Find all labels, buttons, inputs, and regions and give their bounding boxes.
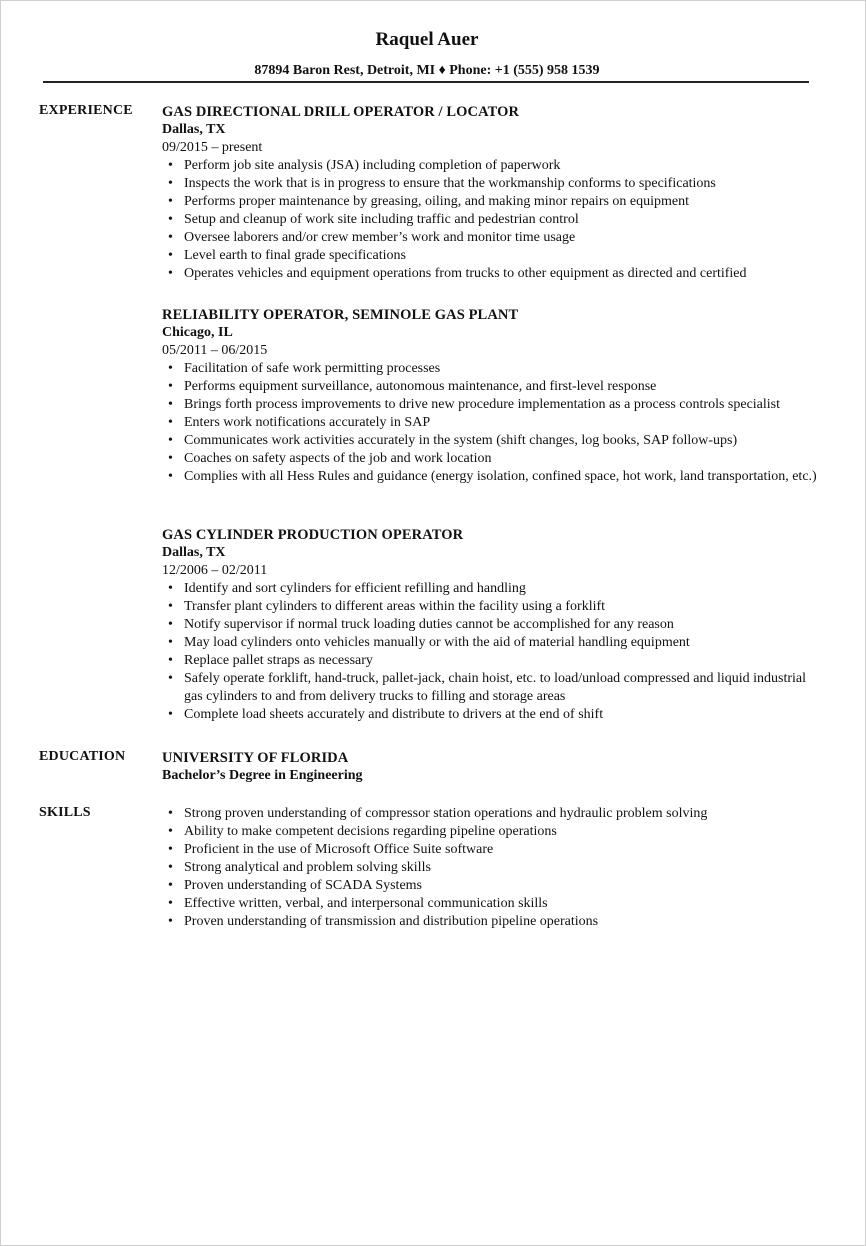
list-item: • Enters work notifications accurately in SAP [162,414,822,432]
header-divider [43,81,809,83]
list-item: • Oversee laborers and/or crew member’s work and monitor time usage [162,229,822,247]
skills-list [162,805,822,931]
list-item: • Performs proper maintenance by greasing, oiling, and making minor repairs on equipment [162,193,822,211]
job-location: Dallas, TX [162,545,226,560]
degree: Bachelor’s Degree in Engineering [162,768,363,783]
list-item: • Inspects the work that is in progress to ensure that the workmanship conforms to specifications [162,175,822,193]
list-item: • Proven understanding of SCADA Systems [162,877,822,895]
list-item: • Ability to make competent decisions regarding pipeline operations [162,823,822,841]
job-dates: 09/2015 – present [162,140,263,155]
list-item: • Perform job site analysis (JSA) including completion of paperwork [162,157,822,175]
section-label-skills: SKILLS [39,805,91,820]
list-item: • Identify and sort cylinders for efficient refilling and handling [162,580,822,598]
job-bullet-list [162,580,822,724]
job-location: Chicago, IL [162,325,233,340]
section-label-experience: EXPERIENCE [39,103,133,118]
education-entry [162,749,822,785]
list-item: • Strong analytical and problem solving skills [162,859,822,877]
list-item: • Transfer plant cylinders to different areas within the facility using a forklift [162,598,822,616]
skills-block [162,805,822,931]
job-entry [162,526,822,724]
job-dates: 12/2006 – 02/2011 [162,563,268,578]
list-item: • Notify supervisor if normal truck loading duties cannot be accomplished for any reason [162,616,822,634]
list-item: • Level earth to final grade specifications [162,247,822,265]
list-item: • Complies with all Hess Rules and guidance (energy isolation, confined space, hot work, land transportation, etc.) [162,468,822,486]
list-item: • Communicates work activities accurately in the system (shift changes, log books, SAP follow-ups) [162,432,822,450]
job-title: RELIABILITY OPERATOR, SEMINOLE GAS PLANT [162,307,519,323]
list-item: • Brings forth process improvements to drive new procedure implementation as a process controls specialist [162,396,822,414]
list-item: • Operates vehicles and equipment operations from trucks to other equipment as directed and certified [162,265,822,283]
job-bullet-list [162,360,822,486]
list-item: • Coaches on safety aspects of the job and work location [162,450,822,468]
section-label-education: EDUCATION [39,749,126,764]
job-entry [162,103,822,283]
job-title: GAS CYLINDER PRODUCTION OPERATOR [162,527,464,543]
list-item: • Facilitation of safe work permitting processes [162,360,822,378]
job-title: GAS DIRECTIONAL DRILL OPERATOR / LOCATOR [162,104,520,120]
job-bullet-list [162,157,822,283]
school-name: UNIVERSITY OF FLORIDA [162,750,349,766]
list-item: • Strong proven understanding of compressor station operations and hydraulic problem solving [162,805,822,823]
contact-line: 87894 Baron Rest, Detroit, MI ♦ Phone: +1 (555) 958 1539 [254,63,600,78]
list-item: • Proven understanding of transmission and distribution pipeline operations [162,913,822,931]
list-item: • Effective written, verbal, and interpersonal communication skills [162,895,822,913]
list-item: • May load cylinders onto vehicles manually or with the aid of material handling equipment [162,634,822,652]
job-location: Dallas, TX [162,122,226,137]
list-item: • Performs equipment surveillance, autonomous maintenance, and first-level response [162,378,822,396]
list-item: • Proficient in the use of Microsoft Office Suite software [162,841,822,859]
job-entry [162,306,822,486]
candidate-name: Raquel Auer [375,29,479,50]
job-dates: 05/2011 – 06/2015 [162,343,268,358]
list-item: • Safely operate forklift, hand-truck, pallet-jack, chain hoist, etc. to load/unload compressed and liquid industrial gas cylinders to and from delivery trucks to filling and storage areas [162,670,822,706]
list-item: • Replace pallet straps as necessary [162,652,822,670]
list-item: • Setup and cleanup of work site including traffic and pedestrian control [162,211,822,229]
list-item: • Complete load sheets accurately and distribute to drivers at the end of shift [162,706,822,724]
